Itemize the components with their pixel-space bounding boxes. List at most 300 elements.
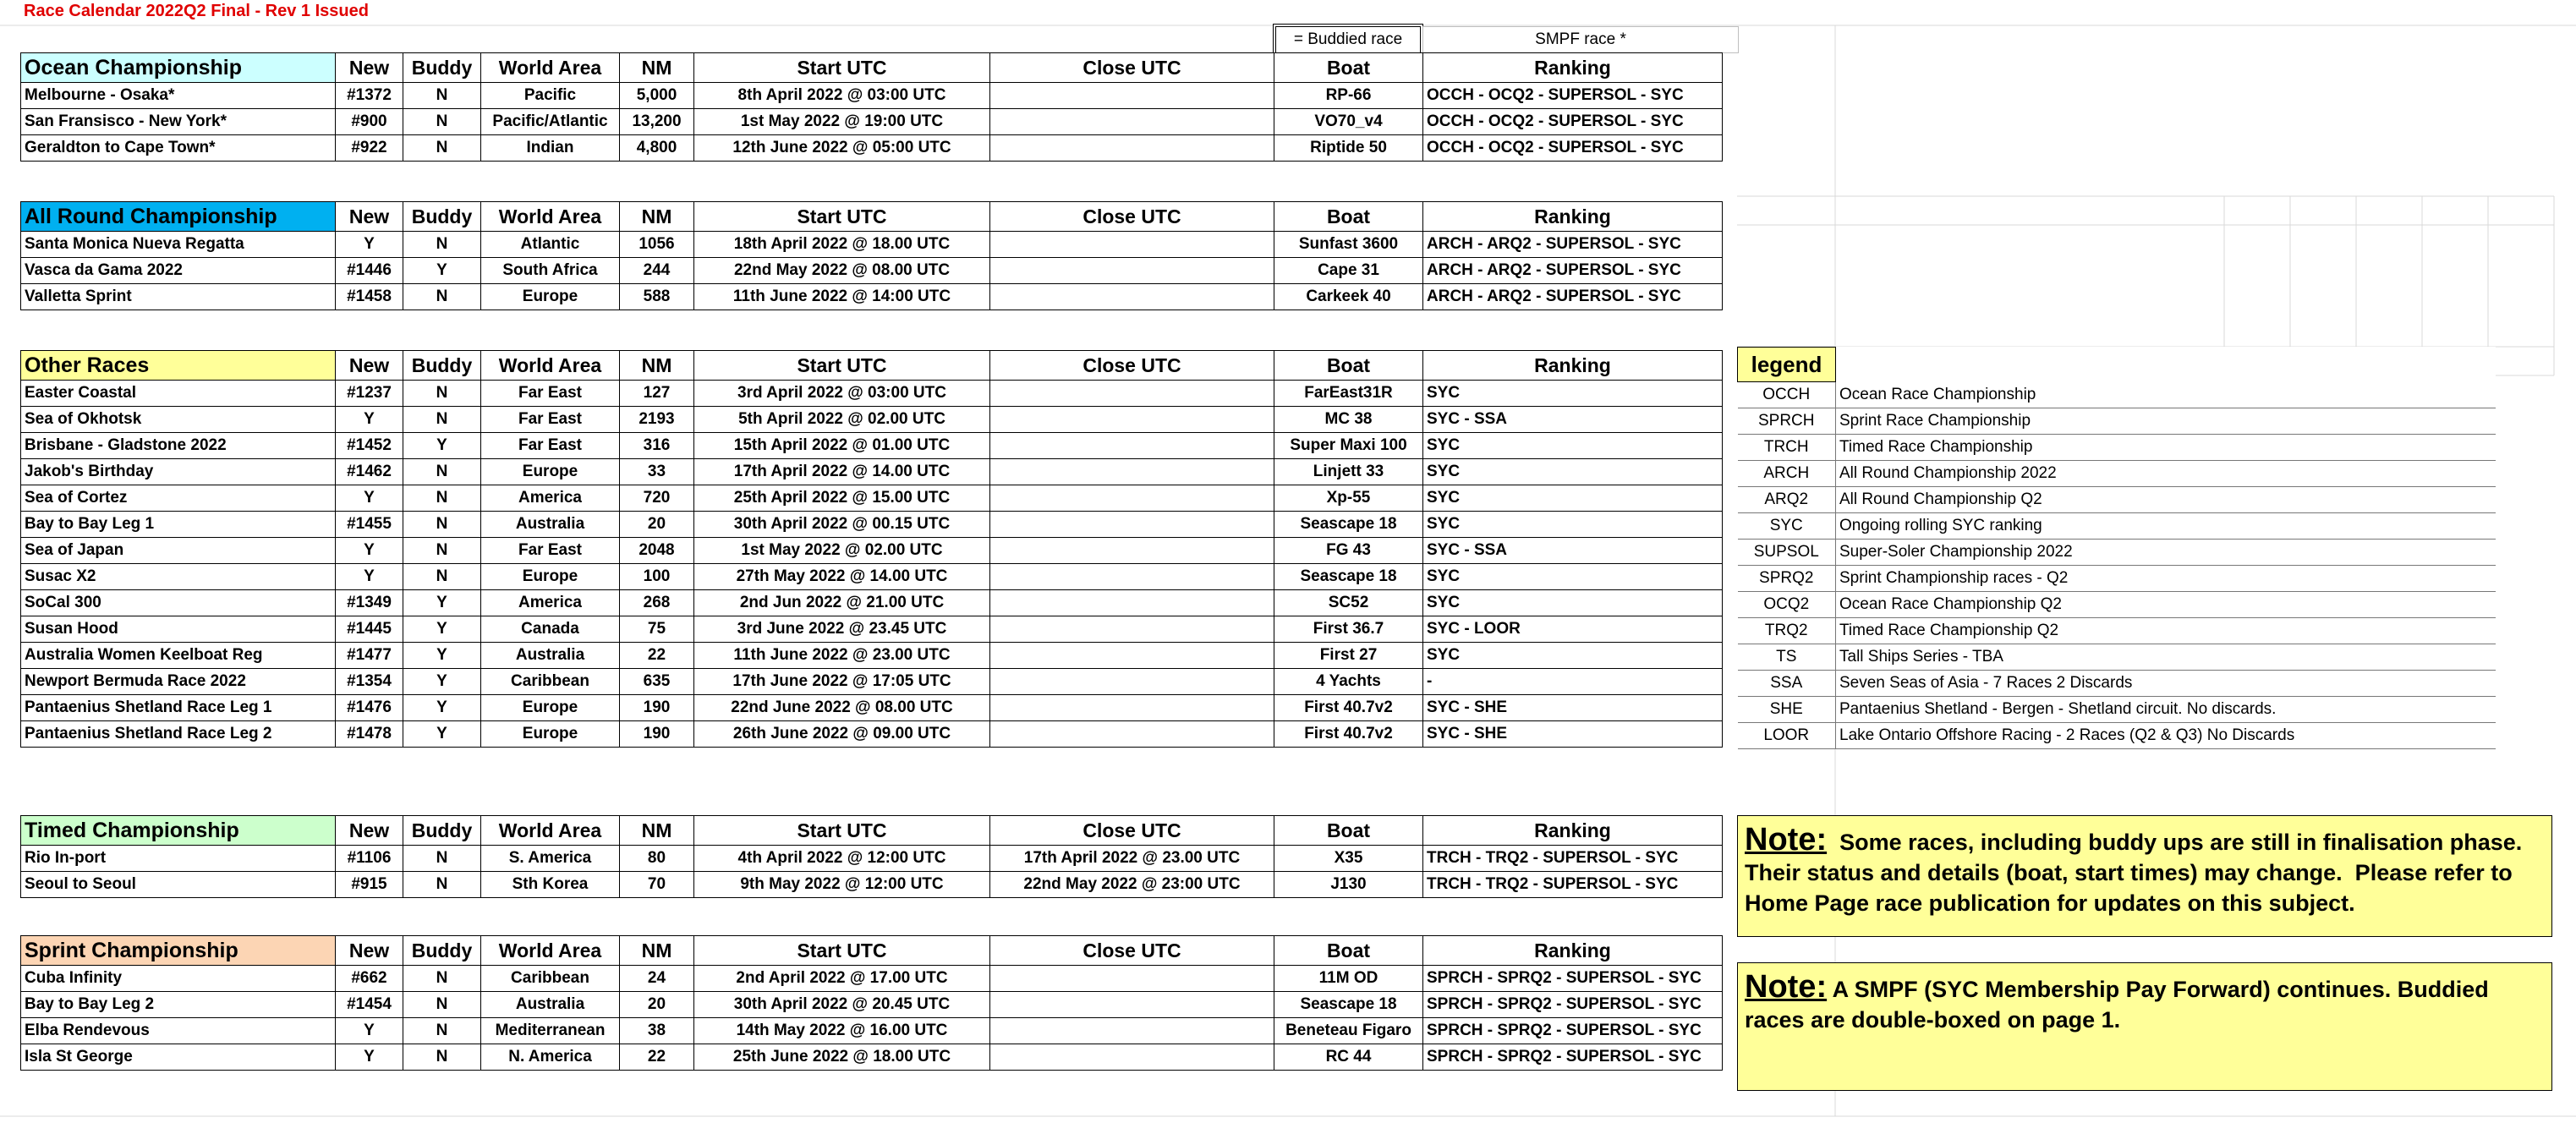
- column-header: Ranking: [1423, 936, 1723, 966]
- table-cell: 8th April 2022 @ 03:00 UTC: [694, 83, 990, 109]
- table-cell: OCCH - OCQ2 - SUPERSOL - SYC: [1423, 109, 1723, 135]
- table-cell: [990, 433, 1274, 459]
- table-cell: RC 44: [1274, 1044, 1423, 1071]
- table-cell: 25th June 2022 @ 18.00 UTC: [694, 1044, 990, 1071]
- table-cell: Beneteau Figaro: [1274, 1018, 1423, 1044]
- table-cell: SYC: [1423, 512, 1723, 538]
- table-cell: S. America: [481, 846, 620, 872]
- table-cell: Y: [403, 695, 481, 721]
- column-header: World Area: [481, 202, 620, 232]
- table-cell: Sunfast 3600: [1274, 232, 1423, 258]
- table-cell: Seascape 18: [1274, 992, 1423, 1018]
- column-header: World Area: [481, 816, 620, 846]
- legend-code: TRQ2: [1738, 618, 1836, 644]
- table-cell: Brisbane - Gladstone 2022: [21, 433, 336, 459]
- table-cell: N: [403, 966, 481, 992]
- table-cell: SPRCH - SPRQ2 - SUPERSOL - SYC: [1423, 992, 1723, 1018]
- column-header: Ranking: [1423, 351, 1723, 381]
- column-header: Buddy: [403, 351, 481, 381]
- table-cell: 4 Yachts: [1274, 669, 1423, 695]
- table-cell: #1106: [336, 846, 403, 872]
- table-cell: [990, 992, 1274, 1018]
- table-cell: SYC - SHE: [1423, 695, 1723, 721]
- table-cell: SPRCH - SPRQ2 - SUPERSOL - SYC: [1423, 966, 1723, 992]
- smpf-race-key: SMPF race *: [1422, 26, 1739, 53]
- column-header: Boat: [1274, 53, 1423, 83]
- table-cell: Far East: [481, 407, 620, 433]
- table-cell: First 27: [1274, 643, 1423, 669]
- legend-row: [1738, 435, 2496, 461]
- table-cell: Caribbean: [481, 669, 620, 695]
- table-row: [21, 83, 1723, 109]
- table-cell: N: [403, 1018, 481, 1044]
- table-cell: Seascape 18: [1274, 512, 1423, 538]
- table-cell: 244: [620, 258, 694, 284]
- legend-row: [1738, 513, 2496, 540]
- table-cell: 1056: [620, 232, 694, 258]
- column-header: New: [336, 351, 403, 381]
- table-cell: X35: [1274, 846, 1423, 872]
- table-cell: Linjett 33: [1274, 459, 1423, 485]
- table-row: [21, 459, 1723, 485]
- legend-description: Timed Race Championship Q2: [1836, 618, 2496, 644]
- race-table: [20, 935, 1723, 1071]
- section-header-row: [21, 53, 1723, 83]
- legend-code: LOOR: [1738, 723, 1836, 749]
- table-cell: 720: [620, 485, 694, 512]
- table-cell: [990, 381, 1274, 407]
- legend-description: Super-Soler Championship 2022: [1836, 540, 2496, 566]
- table-row: [21, 512, 1723, 538]
- race-table: [20, 201, 1723, 310]
- table-row: [21, 485, 1723, 512]
- table-cell: Y: [403, 721, 481, 748]
- table-cell: Elba Rendevous: [21, 1018, 336, 1044]
- table-cell: 22: [620, 643, 694, 669]
- table-cell: 4,800: [620, 135, 694, 162]
- column-header: Boat: [1274, 202, 1423, 232]
- table-cell: 2nd April 2022 @ 17.00 UTC: [694, 966, 990, 992]
- legend-description: Ongoing rolling SYC ranking: [1836, 513, 2496, 540]
- table-cell: 268: [620, 590, 694, 616]
- table-cell: #1454: [336, 992, 403, 1018]
- table-cell: America: [481, 590, 620, 616]
- table-cell: Pantaenius Shetland Race Leg 2: [21, 721, 336, 748]
- table-cell: N: [403, 992, 481, 1018]
- table-cell: #1372: [336, 83, 403, 109]
- section-header-row: [21, 936, 1723, 966]
- column-header: Start UTC: [694, 351, 990, 381]
- table-cell: 3rd June 2022 @ 23.45 UTC: [694, 616, 990, 643]
- table-cell: Riptide 50: [1274, 135, 1423, 162]
- table-cell: [990, 590, 1274, 616]
- table-cell: Geraldton to Cape Town*: [21, 135, 336, 162]
- column-header: NM: [620, 202, 694, 232]
- legend-row: [1738, 566, 2496, 592]
- legend-row: [1738, 618, 2496, 644]
- table-cell: N: [403, 846, 481, 872]
- legend-code: SYC: [1738, 513, 1836, 540]
- table-cell: 30th April 2022 @ 20.45 UTC: [694, 992, 990, 1018]
- table-cell: Atlantic: [481, 232, 620, 258]
- table-cell: -: [1423, 669, 1723, 695]
- table-cell: Europe: [481, 721, 620, 748]
- legend-header-spacer: [1836, 348, 2496, 382]
- table-cell: 22nd May 2022 @ 08.00 UTC: [694, 258, 990, 284]
- table-cell: OCCH - OCQ2 - SUPERSOL - SYC: [1423, 135, 1723, 162]
- table-cell: N: [403, 459, 481, 485]
- legend-code: SPRQ2: [1738, 566, 1836, 592]
- table-cell: Australia: [481, 512, 620, 538]
- table-cell: SYC - SSA: [1423, 407, 1723, 433]
- table-cell: 2193: [620, 407, 694, 433]
- table-cell: 11M OD: [1274, 966, 1423, 992]
- table-row: [21, 284, 1723, 310]
- table-cell: Y: [336, 485, 403, 512]
- table-cell: N: [403, 512, 481, 538]
- table-cell: Caribbean: [481, 966, 620, 992]
- table-cell: N: [403, 407, 481, 433]
- table-cell: 33: [620, 459, 694, 485]
- legend-code: SUPSOL: [1738, 540, 1836, 566]
- table-row: [21, 109, 1723, 135]
- table-cell: N: [403, 109, 481, 135]
- table-cell: SYC: [1423, 485, 1723, 512]
- legend-code: TRCH: [1738, 435, 1836, 461]
- table-cell: [990, 512, 1274, 538]
- table-row: [21, 433, 1723, 459]
- table-cell: 13,200: [620, 109, 694, 135]
- legend-code: ARCH: [1738, 461, 1836, 487]
- table-cell: 24: [620, 966, 694, 992]
- note-text: A SMPF (SYC Membership Pay Forward) continues. Buddied races are double-boxed on page 1.: [1745, 977, 2496, 1033]
- table-row: [21, 616, 1723, 643]
- table-cell: [990, 485, 1274, 512]
- table-cell: SYC: [1423, 643, 1723, 669]
- legend-row: [1738, 461, 2496, 487]
- legend-description: Pantaenius Shetland - Bergen - Shetland circuit. No discards.: [1836, 697, 2496, 723]
- table-cell: N: [403, 538, 481, 564]
- table-cell: MC 38: [1274, 407, 1423, 433]
- table-cell: N: [403, 381, 481, 407]
- table-cell: Pacific: [481, 83, 620, 109]
- section-header-row: [21, 202, 1723, 232]
- table-cell: SYC: [1423, 564, 1723, 590]
- table-row: [21, 1044, 1723, 1071]
- table-cell: #1476: [336, 695, 403, 721]
- table-cell: [990, 83, 1274, 109]
- table-cell: Isla St George: [21, 1044, 336, 1071]
- table-cell: Melbourne - Osaka*: [21, 83, 336, 109]
- table-cell: Far East: [481, 538, 620, 564]
- column-header: Close UTC: [990, 936, 1274, 966]
- table-cell: Bay to Bay Leg 1: [21, 512, 336, 538]
- table-cell: N: [403, 232, 481, 258]
- table-cell: SPRCH - SPRQ2 - SUPERSOL - SYC: [1423, 1044, 1723, 1071]
- table-cell: ARCH - ARQ2 - SUPERSOL - SYC: [1423, 258, 1723, 284]
- table-cell: Y: [336, 538, 403, 564]
- legend-code: SSA: [1738, 671, 1836, 697]
- legend-description: All Round Championship Q2: [1836, 487, 2496, 513]
- table-cell: 30th April 2022 @ 00.15 UTC: [694, 512, 990, 538]
- legend-code: SHE: [1738, 697, 1836, 723]
- table-cell: [990, 1018, 1274, 1044]
- table-cell: Cuba Infinity: [21, 966, 336, 992]
- table-cell: SoCal 300: [21, 590, 336, 616]
- table-cell: Seoul to Seoul: [21, 872, 336, 898]
- section-title: Timed Championship: [21, 816, 336, 846]
- table-cell: SC52: [1274, 590, 1423, 616]
- table-cell: 316: [620, 433, 694, 459]
- table-cell: 11th June 2022 @ 14:00 UTC: [694, 284, 990, 310]
- table-cell: [990, 232, 1274, 258]
- legend-description: Timed Race Championship: [1836, 435, 2496, 461]
- table-cell: #1237: [336, 381, 403, 407]
- buddied-race-key: = Buddied race: [1275, 26, 1421, 53]
- table-cell: Valletta Sprint: [21, 284, 336, 310]
- table-cell: Australia: [481, 643, 620, 669]
- table-cell: 80: [620, 846, 694, 872]
- table-cell: [990, 407, 1274, 433]
- legend-header-row: [1738, 348, 2496, 382]
- table-row: [21, 381, 1723, 407]
- table-cell: [990, 538, 1274, 564]
- table-cell: [990, 966, 1274, 992]
- table-cell: Sea of Cortez: [21, 485, 336, 512]
- table-cell: [990, 669, 1274, 695]
- table-cell: N: [403, 564, 481, 590]
- table-cell: Y: [403, 258, 481, 284]
- table-cell: 18th April 2022 @ 18.00 UTC: [694, 232, 990, 258]
- table-cell: N: [403, 485, 481, 512]
- table-cell: 20: [620, 992, 694, 1018]
- table-cell: Y: [336, 564, 403, 590]
- table-cell: N: [403, 872, 481, 898]
- legend-table: [1737, 347, 2496, 749]
- table-cell: 14th May 2022 @ 16.00 UTC: [694, 1018, 990, 1044]
- table-cell: 11th June 2022 @ 23.00 UTC: [694, 643, 990, 669]
- table-cell: Sth Korea: [481, 872, 620, 898]
- table-cell: Rio In-port: [21, 846, 336, 872]
- table-cell: Mediterranean: [481, 1018, 620, 1044]
- table-cell: OCCH - OCQ2 - SUPERSOL - SYC: [1423, 83, 1723, 109]
- table-cell: Vasca da Gama 2022: [21, 258, 336, 284]
- table-cell: N: [403, 135, 481, 162]
- section-title: Other Races: [21, 351, 336, 381]
- table-cell: Sea of Japan: [21, 538, 336, 564]
- table-cell: 127: [620, 381, 694, 407]
- table-row: [21, 590, 1723, 616]
- table-cell: 26th June 2022 @ 09.00 UTC: [694, 721, 990, 748]
- table-cell: Australia: [481, 992, 620, 1018]
- table-cell: Pacific/Atlantic: [481, 109, 620, 135]
- legend-code: OCCH: [1738, 382, 1836, 408]
- table-cell: Y: [336, 1044, 403, 1071]
- table-cell: Y: [336, 1018, 403, 1044]
- table-cell: 635: [620, 669, 694, 695]
- table-cell: J130: [1274, 872, 1423, 898]
- column-header: World Area: [481, 351, 620, 381]
- table-cell: Europe: [481, 564, 620, 590]
- column-header: Buddy: [403, 202, 481, 232]
- column-header: Close UTC: [990, 351, 1274, 381]
- table-cell: SYC: [1423, 433, 1723, 459]
- legend-row: [1738, 671, 2496, 697]
- column-header: Ranking: [1423, 202, 1723, 232]
- column-header: NM: [620, 936, 694, 966]
- column-header: Close UTC: [990, 816, 1274, 846]
- legend-description: Sprint Race Championship: [1836, 408, 2496, 435]
- table-cell: #1458: [336, 284, 403, 310]
- table-cell: Easter Coastal: [21, 381, 336, 407]
- table-row: [21, 695, 1723, 721]
- table-cell: 70: [620, 872, 694, 898]
- column-header: Buddy: [403, 816, 481, 846]
- table-cell: SPRCH - SPRQ2 - SUPERSOL - SYC: [1423, 1018, 1723, 1044]
- legend-code: TS: [1738, 644, 1836, 671]
- table-cell: #1349: [336, 590, 403, 616]
- table-cell: [990, 1044, 1274, 1071]
- table-cell: [990, 109, 1274, 135]
- table-cell: 1st May 2022 @ 19:00 UTC: [694, 109, 990, 135]
- table-cell: 22nd May 2022 @ 23:00 UTC: [990, 872, 1274, 898]
- column-header: Buddy: [403, 53, 481, 83]
- table-cell: 15th April 2022 @ 01.00 UTC: [694, 433, 990, 459]
- table-cell: N: [403, 83, 481, 109]
- table-cell: N: [403, 284, 481, 310]
- table-cell: Bay to Bay Leg 2: [21, 992, 336, 1018]
- section-header-row: [21, 816, 1723, 846]
- table-cell: Europe: [481, 284, 620, 310]
- table-row: [21, 232, 1723, 258]
- table-cell: Y: [403, 643, 481, 669]
- note-box: [1737, 815, 2552, 937]
- legend-row: [1738, 408, 2496, 435]
- table-cell: #1477: [336, 643, 403, 669]
- note-text: Some races, including buddy ups are still in finalisation phase. Their status and details (boat, start times) may change. Please refer to Home Page race publication for updates on this subject.: [1745, 830, 2535, 916]
- table-cell: 3rd April 2022 @ 03:00 UTC: [694, 381, 990, 407]
- legend-row: [1738, 723, 2496, 749]
- column-header: Boat: [1274, 816, 1423, 846]
- table-cell: SYC - SSA: [1423, 538, 1723, 564]
- race-table: [20, 815, 1723, 898]
- table-cell: Australia Women Keelboat Reg: [21, 643, 336, 669]
- table-cell: 9th May 2022 @ 12:00 UTC: [694, 872, 990, 898]
- table-cell: First 40.7v2: [1274, 721, 1423, 748]
- document-title: Race Calendar 2022Q2 Final - Rev 1 Issued: [24, 2, 369, 20]
- legend-row: [1738, 540, 2496, 566]
- column-header: World Area: [481, 53, 620, 83]
- table-cell: 27th May 2022 @ 14.00 UTC: [694, 564, 990, 590]
- table-cell: #900: [336, 109, 403, 135]
- table-cell: #662: [336, 966, 403, 992]
- table-cell: Europe: [481, 695, 620, 721]
- table-cell: 100: [620, 564, 694, 590]
- column-header: Start UTC: [694, 53, 990, 83]
- table-cell: SYC: [1423, 381, 1723, 407]
- table-cell: 17th April 2022 @ 14.00 UTC: [694, 459, 990, 485]
- table-cell: Y: [336, 407, 403, 433]
- column-header: Start UTC: [694, 936, 990, 966]
- table-cell: Y: [403, 590, 481, 616]
- table-cell: TRCH - TRQ2 - SUPERSOL - SYC: [1423, 846, 1723, 872]
- legend-row: [1738, 697, 2496, 723]
- table-cell: 20: [620, 512, 694, 538]
- column-header: Boat: [1274, 936, 1423, 966]
- column-header: New: [336, 53, 403, 83]
- column-header: Ranking: [1423, 53, 1723, 83]
- race-table: [20, 52, 1723, 162]
- table-cell: #922: [336, 135, 403, 162]
- table-cell: Far East: [481, 433, 620, 459]
- table-cell: Susan Hood: [21, 616, 336, 643]
- table-cell: Y: [403, 616, 481, 643]
- table-cell: 22: [620, 1044, 694, 1071]
- table-cell: FG 43: [1274, 538, 1423, 564]
- table-cell: SYC: [1423, 459, 1723, 485]
- table-cell: #915: [336, 872, 403, 898]
- legend-row: [1738, 644, 2496, 671]
- table-cell: Pantaenius Shetland Race Leg 1: [21, 695, 336, 721]
- section-header-row: [21, 351, 1723, 381]
- table-cell: 22nd June 2022 @ 08.00 UTC: [694, 695, 990, 721]
- table-cell: SYC - LOOR: [1423, 616, 1723, 643]
- table-cell: #1462: [336, 459, 403, 485]
- column-header: Start UTC: [694, 202, 990, 232]
- table-cell: [990, 135, 1274, 162]
- legend-code: ARQ2: [1738, 487, 1836, 513]
- table-cell: [990, 564, 1274, 590]
- table-cell: America: [481, 485, 620, 512]
- table-cell: #1445: [336, 616, 403, 643]
- table-cell: Carkeek 40: [1274, 284, 1423, 310]
- table-row: [21, 872, 1723, 898]
- table-cell: [990, 284, 1274, 310]
- table-row: [21, 407, 1723, 433]
- legend-description: Seven Seas of Asia - 7 Races 2 Discards: [1836, 671, 2496, 697]
- table-cell: 588: [620, 284, 694, 310]
- table-cell: Jakob's Birthday: [21, 459, 336, 485]
- table-cell: [990, 695, 1274, 721]
- legend-code: OCQ2: [1738, 592, 1836, 618]
- legend-row: [1738, 487, 2496, 513]
- table-cell: Y: [403, 669, 481, 695]
- table-cell: South Africa: [481, 258, 620, 284]
- legend-description: Ocean Race Championship: [1836, 382, 2496, 408]
- column-header: World Area: [481, 936, 620, 966]
- table-cell: 17th June 2022 @ 17:05 UTC: [694, 669, 990, 695]
- table-cell: [990, 721, 1274, 748]
- table-row: [21, 721, 1723, 748]
- legend-description: All Round Championship 2022: [1836, 461, 2496, 487]
- table-cell: Sea of Okhotsk: [21, 407, 336, 433]
- legend-code: SPRCH: [1738, 408, 1836, 435]
- table-cell: Y: [403, 433, 481, 459]
- table-cell: 5th April 2022 @ 02.00 UTC: [694, 407, 990, 433]
- table-cell: 190: [620, 721, 694, 748]
- table-cell: [990, 643, 1274, 669]
- table-cell: 5,000: [620, 83, 694, 109]
- table-cell: Cape 31: [1274, 258, 1423, 284]
- table-row: [21, 135, 1723, 162]
- table-cell: Super Maxi 100: [1274, 433, 1423, 459]
- table-cell: SYC - SHE: [1423, 721, 1723, 748]
- legend-description: Sprint Championship races - Q2: [1836, 566, 2496, 592]
- column-header: Buddy: [403, 936, 481, 966]
- legend-row: [1738, 382, 2496, 408]
- table-cell: 2048: [620, 538, 694, 564]
- table-row: [21, 538, 1723, 564]
